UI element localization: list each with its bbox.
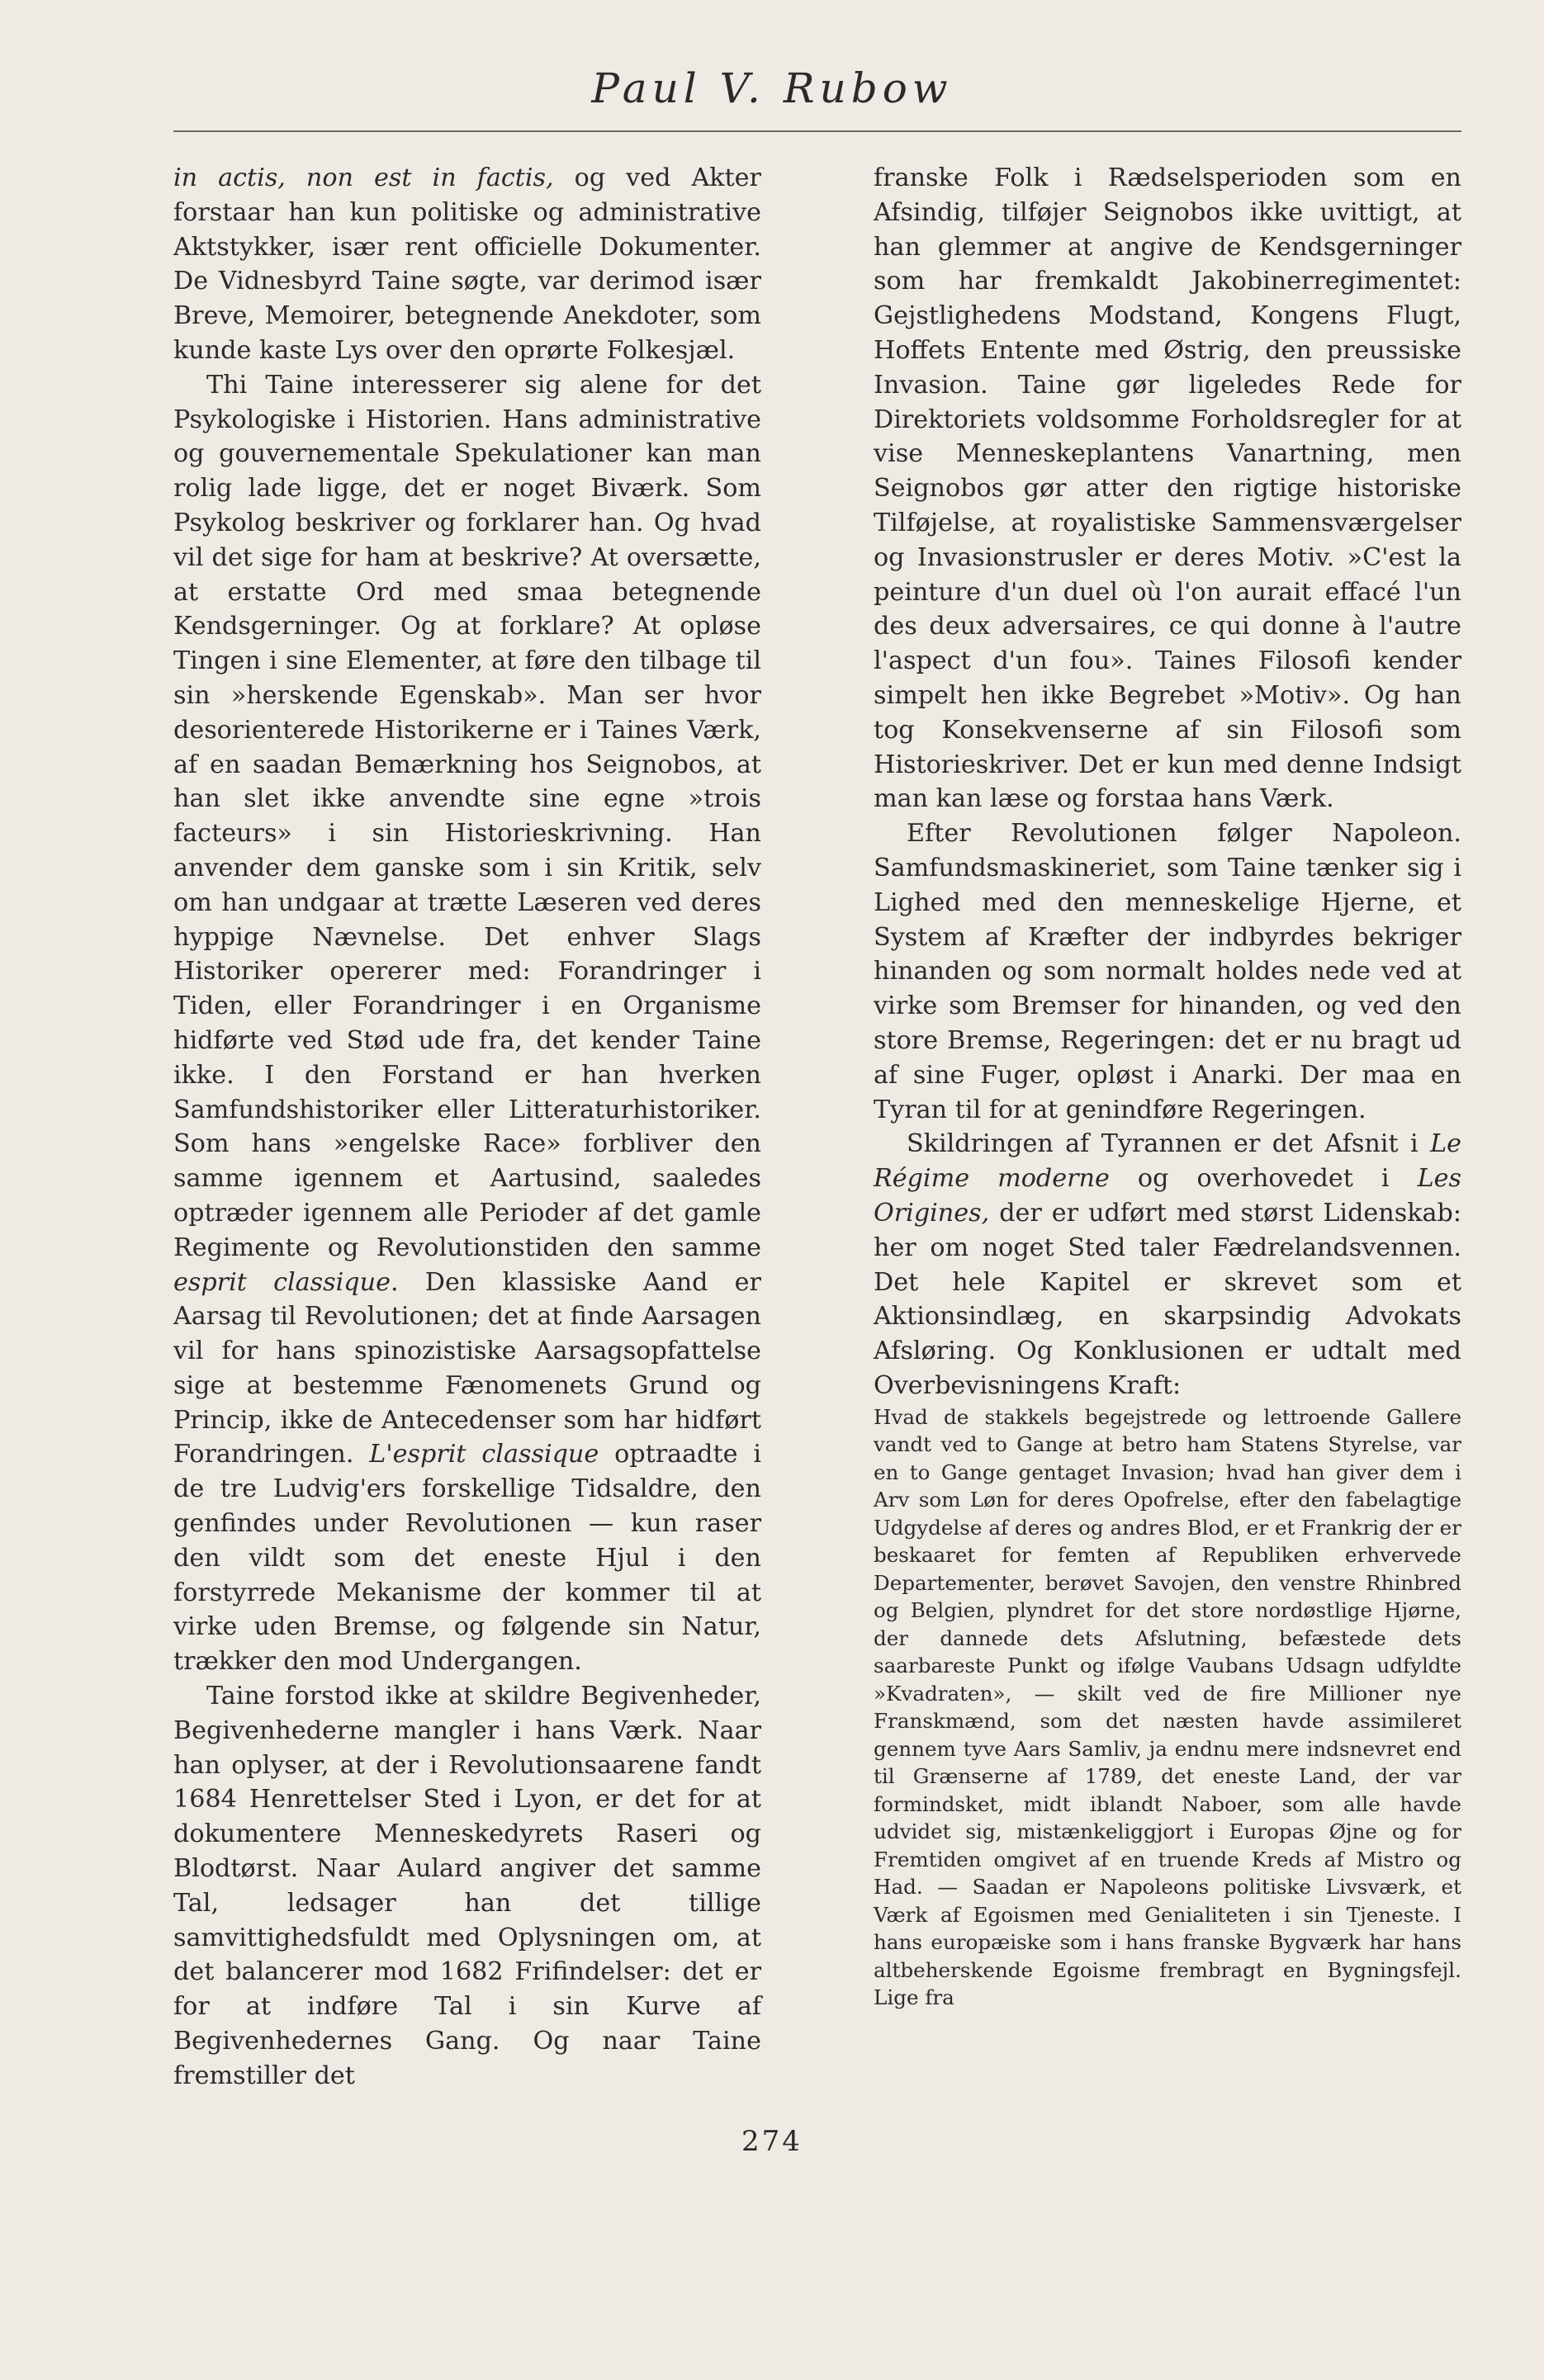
latin-phrase: in actis, non est in factis, [173, 163, 554, 192]
left-paragraph-1: in actis, non est in factis, og ved Akter forstaar han kun politiske og administrative Aktstykker, især rent officielle Dokumenter. De Vidnesbyrd Taine søgte, var derimod især Breve, Memoirer, betegnende Anekdoter, som kunde kaste Lys over den oprørte Folkesjæl. [173, 163, 761, 365]
right-paragraph-1: franske Folk i Rædselsperioden som en Afsindig, tilføjer Seignobos ikke uvittigt, at han glemmer at angive de Kendsgerninger som har fremkaldt Jakobinerregimentet: Gejstlighedens Modstand, Kongens Flugt, Hoffets Entente med Østrig, den preussiske Invasion. Taine gør ligeledes Rede for Direktoriets voldsomme Forholdsregler for at vise Menneskeplantens Vanartning, men Seignobos gør atter den rigtige historiske Tilføjelse, at royalistiske Sammensværgelser og Invasionstrusler er deres Motiv. »C'est la peinture d'un duel où l'on aurait effacé l'un des deux adversaires, ce qui donne à l'autre l'aspect d'un fou». Taines Filosofi kender simpelt hen ikke Begrebet »Motiv». Og han tog Konsekvenserne af sin Filosofi som Historieskriver. Det er kun med denne Indsigt man kan læse og forstaa hans Værk. [874, 163, 1461, 814]
left-paragraph-3: Taine forstod ikke at skildre Begivenheder, Begivenhederne mangler i hans Værk. Naar han oplyser, at der i Revolutionsaarene fandt 1684 Henrettelser Sted i Lyon, er det for at dokumentere Menneskedyrets Raseri og Blodtørst. Naar Aulard angiver det samme Tal, ledsager han det tillige samvittighedsfuldt med Oplysningen om, at det balancerer mod 1682 Frifindelser: det er for at indføre Tal i sin Kurve af Begivenhedernes Gang. Og naar Taine fremstiller det [173, 1682, 761, 2090]
italic-les-origines: Les Origines, [874, 1164, 1461, 1228]
left-paragraph-2: Thi Taine interesserer sig alene for det Psykologiske i Historien. Hans administrative og gouvernementale Spekulationer kan man rolig lade ligge, det er noget Biværk. Som Psykolog beskriver og forklarer han. Og hvad vil det sige for ham at beskrive? At oversætte, at erstatte Ord med smaa betegnende Kendsgerninger. Og at forklare? At opløse Tingen i sine Elementer, at føre den tilbage til sin »herskende Egenskab». Man ser hvor desorienterede Historikerne er i Taines Værk, af en saadan Bemærkning hos Seignobos, at han slet ikke anvendte sine egne »trois facteurs» i sin Historieskrivning. Han anvender dem ganske som i sin Kritik, selv om han undgaar at trætte Læseren ved deres hyppige Nævnelse. Det enhver Slags Historiker opererer med: Forandringer i Tiden, eller Forandringer i en Organisme hidførte ved Stød ude fra, det kender Taine ikke. I den Forstand er han hverken Samfundshistoriker eller Litteraturhistoriker. Som hans »engelske Race» forbliver den samme igennem et Aartusind, saaledes optræder igennem alle Perioder af det gamle Regimente og Revolutionstiden den samme esprit classique. Den klassiske Aand er Aarsag til Revolutionen; det at finde Aarsagen vil for hans spinozistiske Aarsagsopfattelse sige at bestemme Fænomenets Grund og Princip, ikke de Antecedenser som har hidført Forandringen. L'esprit classique optraadte i de tre Ludvig'ers forskellige Tidsaldre, den genfindes under Revolutionen — kun raser den vildt som det eneste Hjul i den forstyrrede Mekanisme der kommer til at virke uden Bremse, og følgende sin Natur, trækker den mod Undergangen. [173, 370, 761, 1677]
right-column [874, 161, 1461, 2012]
right-paragraph-2: Efter Revolutionen følger Napoleon. Samfundsmaskineriet, som Taine tænker sig i Lighed med den menneskelige Hjerne, et System af Kræfter der indbyrdes bekriger hinanden og som normalt holdes nede ved at virke som Bremser for hinanden, og ved den store Bremse, Regeringen: det er nu bragt ud af sine Fuger, opløst i Anarki. Der maa en Tyran til for at genindføre Regeringen. [874, 819, 1461, 1124]
right-paragraph-3: Skildringen af Tyrannen er det Afsnit i Le Régime moderne og overhovedet i Les Origines, der er udført med størst Lidenskab: her om noget Sted taler Fædrelandsvennen. Det hele Kapitel er skrevet som et Aktionsindlæg, en skarpsindig Advokats Afsløring. Og Konklusionen er udtalt med Overbevisningens Kraft: [874, 1129, 1461, 1400]
running-head: Paul V. Rubow [591, 64, 953, 112]
block-quote: Hvad de stakkels begejstrede og lettroende Gallere vandt ved to Gange at betro ham Statens Styrelse, var en to Gange gentaget Invasion; hvad han giver dem i Arv som Løn for deres Opofrelse, efter den fabelagtige Udgydelse af deres og andres Blod, er et Frankrig der er beskaaret for femten af Republiken erhvervede Departementer, berøvet Savojen, den venstre Rhinbred og Belgien, plyndret for det store nordøstlige Hjørne, der dannede dets Afslutning, befæstede dets saarbareste Punkt og ifølge Vaubans Udsagn udfyldte »Kvadraten», — skilt ved de fire Millioner nye Franskmænd, som det næsten havde assimileret gennem tyve Aars Samliv, ja endnu mere indsnevret end til Grænserne af 1789, det eneste Land, der var formindsket, midt iblandt Naboer, som alle havde udvidet sig, mistænkeliggjort i Europas Øjne og for Fremtiden omgivet af en truende Kreds af Mistro og Had. — Saadan er Napoleons politiske Livsværk, et Værk af Egoismen med Genialiteten i sin Tjeneste. I hans europæiske som i hans franske Bygværk har hans altbeherskende Egoisme frembragt en Bygningsfejl. Lige fra [874, 1404, 1461, 2010]
italic-esprit-classique: esprit classique [173, 1267, 391, 1297]
left-column [173, 161, 761, 2094]
italic-le-regime-moderne: Le Régime moderne [874, 1129, 1461, 1194]
header-rule [173, 130, 1461, 132]
page-number: 274 [741, 2125, 803, 2158]
italic-lesprit-classique: L'esprit classique [369, 1440, 599, 1469]
